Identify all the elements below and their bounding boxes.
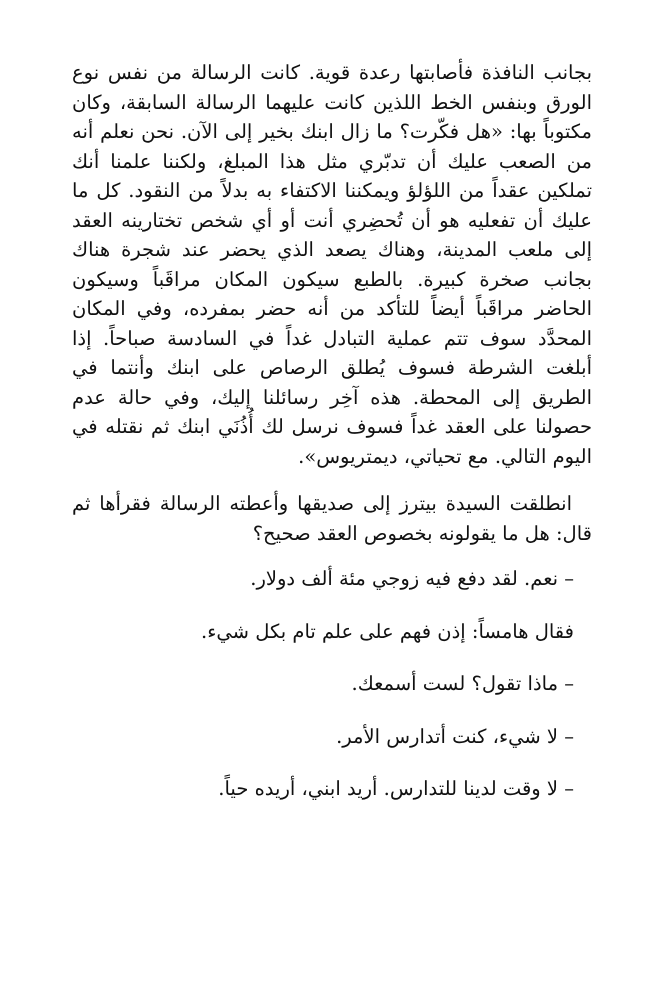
dialogue-line: – لا شيء، كنت أتدارس الأمر. bbox=[336, 724, 574, 748]
dialogue-line: – ماذا تقول؟ لست أسمعك. bbox=[351, 672, 574, 695]
dialogue-line: – نعم. لقد دفع فيه زوجي مئة ألف دولار. bbox=[250, 567, 574, 590]
book-page bbox=[72, 58, 592, 827]
letter-paragraph: بجانب النافذة فأصابتها رعدة قوية. كانت الرسالة من نفس نوع الورق وبنفس الخط اللذين كانت عليهما الرسالة السابقة، وكان مكتوباً بها: «هل فكّرت؟ ما زال ابنك بخير إلى الآن. نحن نعلم أنه من الصعب عليك أن تدبّري مثل هذا المبلغ، ولكننا علمنا أنك تملكين عقداً من اللؤلؤ ويمكننا الاكتفاء به بدلاً من النقود. كل ما عليك أن تفعليه هو أن تُحضِري أنت أو أي شخص تختارينه العقد إلى ملعب المدينة، وهناك يصعد الذي يحضر عند شجرة هناك بجانب صخرة كبيرة. بالطبع سيكون المكان مراقَباً وسيكون الحاضر مراقَباً أيضاً للتأكد من أنه حضر بمفرده، وفي المكان المحدَّد سوف تتم عملية التبادل غداً في السادسة صباحاً. إذا أبلغت الشرطة فسوف يُطلق الرصاص على ابنك وأنتما في الطريق إلى المحطة. هذه آخِر رسائلنا إليك، وفي حالة عدم حصولنا على العقد غداً فسوف نرسل لك أُذُنَي ابنك ثم نقتله في اليوم التالي. مع تحياتي، ديمتريوس». bbox=[72, 61, 592, 468]
narration-paragraph: انطلقت السيدة بيترز إلى صديقها وأعطته الرسالة فقرأها ثم قال: هل ما يقولونه بخصوص العقد صحيح؟ bbox=[72, 492, 592, 545]
narration-line: فقال هامساً: إذن فهم على علم تام بكل شيء. bbox=[201, 619, 574, 643]
dialogue-line: – لا وقت لدينا للتدارس. أريد ابني، أريده حياً. bbox=[218, 777, 574, 800]
